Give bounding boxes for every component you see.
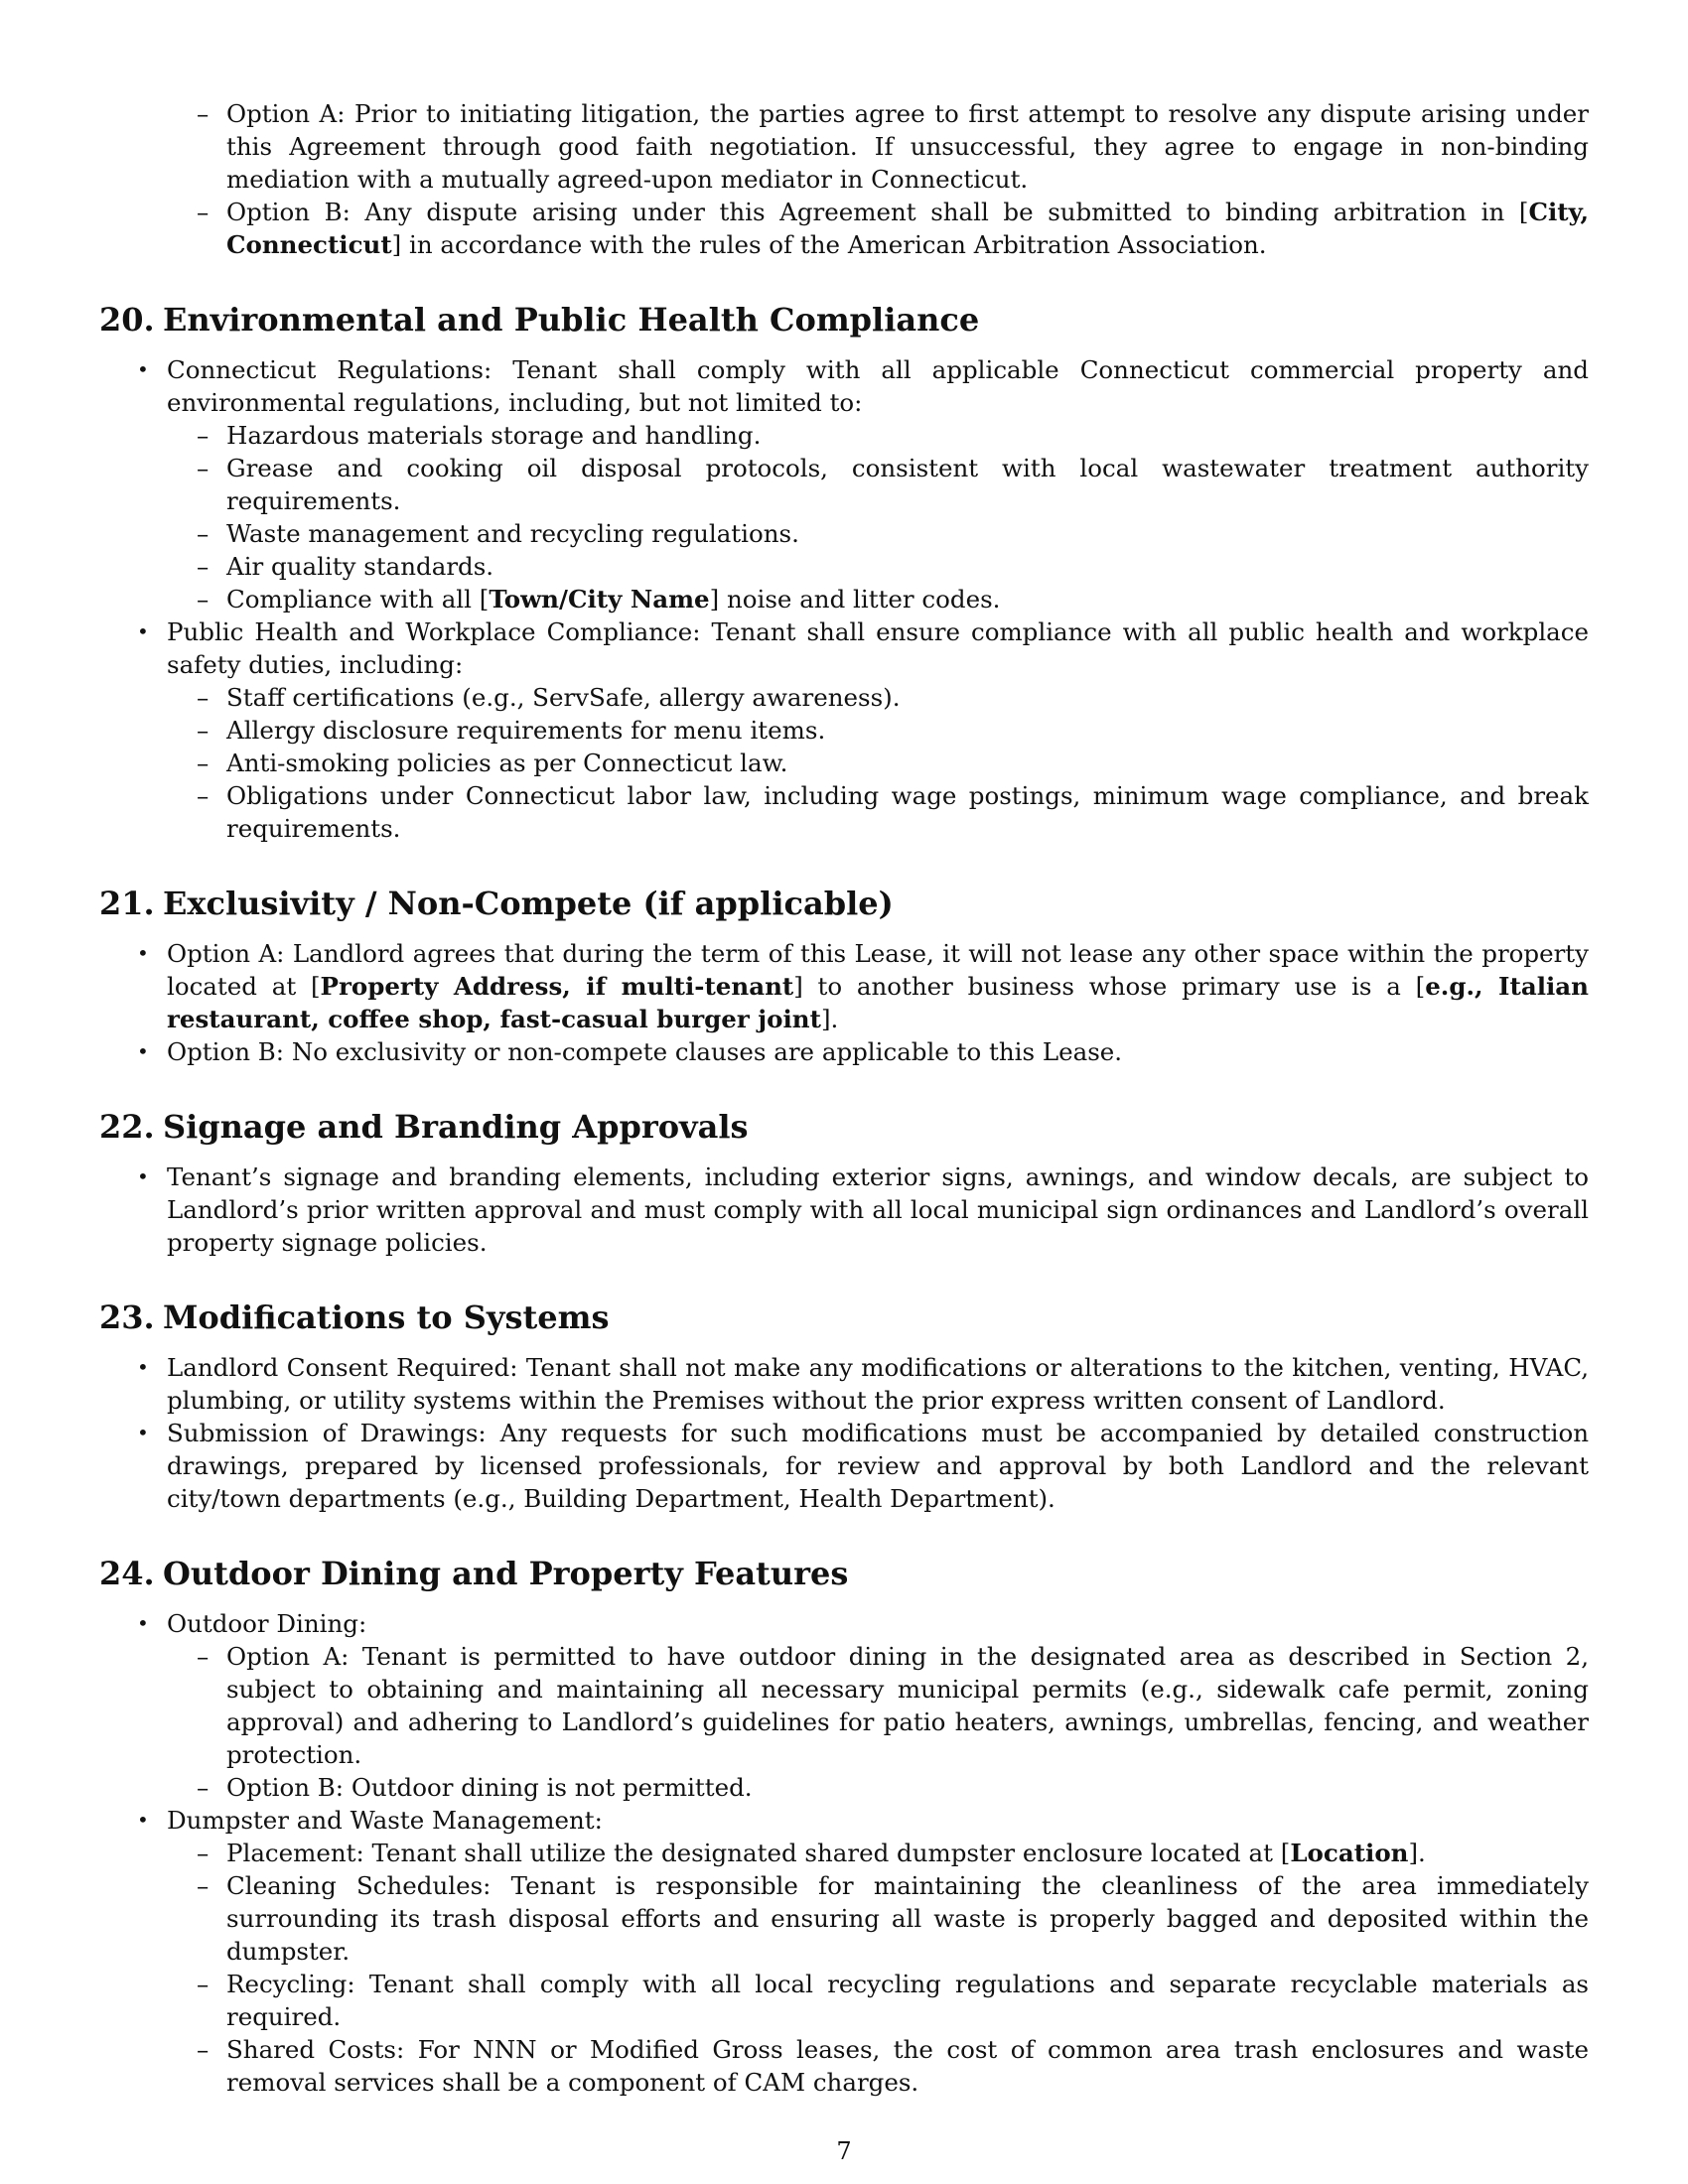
list-item (99, 937, 1589, 1035)
sub-item-text-end: ] noise and litter codes. (709, 585, 1001, 614)
list-item (99, 1607, 1589, 1804)
section-heading (99, 884, 1589, 923)
bullet-text-mid: ] to another business whose primary use is a [ (793, 972, 1426, 1001)
section-title: Environmental and Public Health Compliance (163, 301, 980, 339)
bullet-text: Outdoor Dining: (167, 1609, 367, 1638)
sub-item-text: Obligations under Connecticut labor law, including wage postings, minimum wage compliance, and break requirements. (226, 781, 1589, 843)
section-number: 20. (99, 301, 155, 339)
bullet-text: Dumpster and Waste Management: (167, 1806, 603, 1835)
bullet-text: Landlord Consent Required: Tenant shall not make any modifications or alterations to the kitchen, venting, HVAC, plumbing, or utility systems within the Premises without the prior express written consent of Landlord. (167, 1353, 1589, 1415)
list-item (167, 1640, 1589, 1771)
bullet-icon: • (137, 1355, 149, 1379)
sub-item-text: Recycling: Tenant shall comply with all local recycling regulations and separate recyclable materials as required. (226, 1970, 1589, 2031)
sub-item-text: Air quality standards. (226, 552, 494, 581)
placeholder-property-address: Property Address, if multi-tenant (320, 972, 794, 1001)
bullet-icon: • (137, 1421, 149, 1444)
dash-icon: – (197, 454, 210, 482)
list-item (99, 353, 1589, 615)
bullet-list (99, 353, 1589, 845)
sub-item-text: Waste management and recycling regulations. (226, 519, 799, 548)
list-item (167, 747, 1589, 779)
list-item (99, 615, 1589, 845)
dash-icon: – (197, 585, 210, 614)
section-heading (99, 1554, 1589, 1593)
bullet-text: Option A: Landlord agrees that during the term of this Lease, it will not lease any other space within the property located at [ (167, 939, 1589, 1001)
sub-item-text-end: ]. (1408, 1839, 1426, 1867)
placeholder-location: Location (1290, 1839, 1409, 1867)
page-number: 7 (836, 2137, 852, 2165)
section-title: Exclusivity / Non-Compete (if applicable) (163, 885, 894, 922)
sub-item-text: Staff certifications (e.g., ServSafe, allergy awareness). (226, 683, 901, 712)
list-item (99, 1417, 1589, 1515)
dash-icon: – (197, 421, 210, 450)
list-item (99, 1035, 1589, 1068)
list-item (167, 1869, 1589, 1968)
list-item (99, 1351, 1589, 1417)
section-20 (99, 300, 1589, 845)
list-item (167, 517, 1589, 550)
list-item (99, 1804, 1589, 2099)
dispute-option-b-end: ] in accordance with the rules of the American Arbitration Association. (391, 230, 1267, 259)
section-21 (99, 884, 1589, 1068)
section-number: 21. (99, 885, 155, 922)
sub-item-text: Cleaning Schedules: Tenant is responsible for maintaining the cleanliness of the area immediately surrounding its trash disposal efforts and ensuring all waste is properly bagged and deposited within the dumpster. (226, 1871, 1589, 1966)
sub-item-text: Anti-smoking policies as per Connecticut law. (226, 749, 788, 777)
bullet-text-end: ]. (820, 1005, 839, 1033)
section-22 (99, 1107, 1589, 1259)
dash-icon: – (197, 99, 210, 128)
section-number: 22. (99, 1108, 155, 1146)
dash-icon: – (197, 683, 210, 712)
sub-list (167, 419, 1589, 615)
bullet-icon: • (137, 357, 149, 381)
section-23 (99, 1297, 1589, 1515)
bullet-text: Submission of Drawings: Any requests for such modifications must be accompanied by detailed construction drawings, prepared by licensed professionals, for review and approval by both Landlord and the relevant city/town departments (e.g., Building Department, Health Department). (167, 1419, 1589, 1513)
list-item (167, 779, 1589, 845)
dispute-option-a: Option A: Prior to initiating litigation, the parties agree to first attempt to resolve any dispute arising under this Agreement through good faith negotiation. If unsuccessful, they agree to engage in non-binding mediation with a mutually agreed-upon mediator in Connecticut. (226, 99, 1589, 194)
sub-item-text: Grease and cooking oil disposal protocols, consistent with local wastewater treatment authority requirements. (226, 454, 1589, 515)
section-number: 24. (99, 1555, 155, 1592)
sub-item-text: Placement: Tenant shall utilize the designated shared dumpster enclosure located at [ (226, 1839, 1291, 1867)
section-heading (99, 1297, 1589, 1337)
list-item (167, 1968, 1589, 2033)
sub-item-text: Shared Costs: For NNN or Modified Gross leases, the cost of common area trash enclosures and waste removal services shall be a component of CAM charges. (226, 2035, 1589, 2097)
dash-icon: – (197, 2035, 210, 2064)
section-title: Outdoor Dining and Property Features (163, 1555, 849, 1592)
section-title: Signage and Branding Approvals (163, 1108, 749, 1146)
bullet-text: Tenant’s signage and branding elements, including exterior signs, awnings, and window decals, are subject to Landlord’s prior written approval and must comply with all local municipal sign ordinances and Landlord’s overall property signage policies. (167, 1162, 1589, 1257)
list-item (167, 681, 1589, 714)
list-item (167, 583, 1589, 615)
sub-item-text: Hazardous materials storage and handling. (226, 421, 762, 450)
placeholder-business-type: e.g., Italian restaurant, coffee shop, fast-casual burger joint (167, 972, 1589, 1033)
dash-icon: – (197, 1970, 210, 1998)
bullet-icon: • (137, 1611, 149, 1635)
bullet-list (99, 1351, 1589, 1515)
list-item (99, 97, 1589, 196)
page-content (99, 97, 1589, 2099)
dash-icon: – (197, 1871, 210, 1900)
section-heading (99, 1107, 1589, 1147)
list-item (167, 2033, 1589, 2099)
bullet-list (99, 1160, 1589, 1259)
bullet-icon: • (137, 1164, 149, 1188)
list-item (167, 714, 1589, 747)
section-number: 23. (99, 1298, 155, 1336)
dash-icon: – (197, 1773, 210, 1802)
section-title: Modifications to Systems (163, 1298, 610, 1336)
section-24 (99, 1554, 1589, 2099)
list-item (167, 419, 1589, 452)
bullet-icon: • (137, 941, 149, 965)
sub-list (167, 1640, 1589, 1804)
sub-item-text: Allergy disclosure requirements for menu items. (226, 716, 826, 745)
list-item (167, 452, 1589, 517)
placeholder-town: Town/City Name (489, 585, 710, 614)
bullet-text: Option B: No exclusivity or non-compete clauses are applicable to this Lease. (167, 1037, 1123, 1066)
bullet-icon: • (137, 1808, 149, 1832)
section-heading (99, 300, 1589, 340)
dash-icon: – (197, 781, 210, 810)
bullet-list (99, 1607, 1589, 2099)
sub-item-text: Option B: Outdoor dining is not permitted. (226, 1773, 753, 1802)
dash-icon: – (197, 198, 210, 226)
dash-icon: – (197, 1839, 210, 1867)
list-item (99, 196, 1589, 261)
list-item (167, 550, 1589, 583)
bullet-icon: • (137, 619, 149, 643)
list-item (167, 1771, 1589, 1804)
dash-icon: – (197, 519, 210, 548)
dispute-options-list (99, 97, 1589, 261)
dash-icon: – (197, 749, 210, 777)
bullet-list (99, 937, 1589, 1068)
bullet-text: Connecticut Regulations: Tenant shall comply with all applicable Connecticut commercial property and environmental regulations, including, but not limited to: (167, 355, 1589, 417)
dash-icon: – (197, 552, 210, 581)
sub-item-text: Option A: Tenant is permitted to have outdoor dining in the designated area as described in Section 2, subject to obtaining and maintaining all necessary municipal permits (e.g., sidewalk cafe permit, zoning approval) and adhering to Landlord’s guidelines for patio heaters, awnings, umbrellas, fencing, and weather protection. (226, 1642, 1589, 1769)
dash-icon: – (197, 1642, 210, 1671)
dash-icon: – (197, 716, 210, 745)
list-item (167, 1837, 1589, 1869)
sub-list (167, 1837, 1589, 2099)
sub-list (167, 681, 1589, 845)
bullet-text: Public Health and Workplace Compliance: Tenant shall ensure compliance with all public health and workplace safety duties, including: (167, 617, 1589, 679)
dispute-option-b-text: Option B: Any dispute arising under this Agreement shall be submitted to binding arbitration in [ (226, 198, 1529, 226)
bullet-icon: • (137, 1039, 149, 1063)
sub-item-text: Compliance with all [ (226, 585, 490, 614)
placeholder-city: City, Connecticut (226, 198, 1589, 259)
list-item (99, 1160, 1589, 1259)
